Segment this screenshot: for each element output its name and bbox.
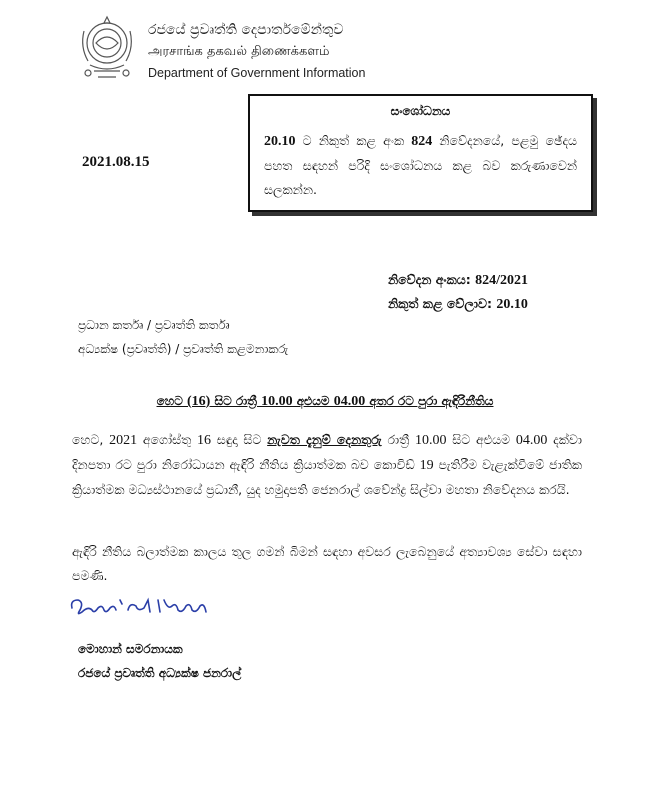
p1-f: නැවත දැනුම් දෙනතුරු <box>267 432 382 447</box>
correction-number: 824 <box>411 134 433 149</box>
department-name-sinhala: රජයේ ප්‍රවෘත්ති දෙපාර්තමේන්තුව <box>148 22 344 38</box>
recipient-line-2: අධ්‍යක්ෂ (ප්‍රවෘත්ති) / ප්‍රවෘත්ති කළමනාකරු <box>78 342 289 356</box>
document-date: 2021.08.15 <box>82 154 150 170</box>
department-name-tamil: அரசாங்க தகவல் திணைக்களம் <box>148 44 330 59</box>
subject-a: හෙට <box>156 394 188 408</box>
p1-b: 2021 <box>109 433 138 448</box>
body-paragraph-1 <box>72 428 582 502</box>
notice-number <box>388 272 528 289</box>
correction-text-a: ට නිකුත් කළ අංක <box>295 133 412 148</box>
correction-text <box>264 129 577 202</box>
subject-g: අතර රට පුරා ඇඳිරිනීතිය <box>365 394 494 408</box>
p1-a: හෙට, <box>72 432 110 447</box>
subject-d: 10.00 <box>261 394 293 409</box>
subject-f: 04.00 <box>333 394 366 409</box>
correction-time: 20.10 <box>264 134 296 149</box>
handwritten-signature-icon <box>68 594 238 628</box>
recipient-line-1: ප්‍රධාන කර්තෘ / ප්‍රවෘත්ති කර්තෘ <box>78 318 230 332</box>
correction-box <box>248 94 593 212</box>
p1-e: සඳුදා සිට <box>211 432 268 447</box>
subject-e: අළුයම <box>292 394 334 408</box>
signatory-title: රජයේ ප්‍රවෘත්ති අධ්‍යක්ෂ ජනරාල් <box>78 666 242 680</box>
issue-time <box>388 296 528 313</box>
subject-heading <box>0 394 650 410</box>
p1-i: සිට අළුයම <box>446 432 516 447</box>
issue-time-label: නිකුත් කළ වේලාව: <box>388 296 497 311</box>
p1-h: 10.00 <box>415 433 447 448</box>
p1-d: 16 <box>197 433 211 448</box>
department-name-english: Department of Government Information <box>148 66 366 80</box>
p1-j: 04.00 <box>515 433 548 448</box>
notice-number-label: නිවේදන අංකය: <box>388 272 476 287</box>
subject-c: සිට රාත්‍රී <box>210 394 262 408</box>
correction-text-b: නිවේදනයේ, පළමු ඡේදය පහත සඳහන් පරිදි සංශෝධනය කළ බව කරුණාවෙන් සලකන්න. <box>264 133 577 197</box>
signatory-name: මොහාන් සමරනායක <box>78 642 183 656</box>
p1-l: 19 <box>419 458 434 473</box>
body-paragraph-2: ඇඳිරි නීතිය බලාත්මක කාලය තුල ගමන් බිමන් සඳහා අවසර ලැබෙනුයේ අත්‍යාවශ්‍ය සේවා සඳහා පමණි. <box>72 544 582 583</box>
subject-b: (16) <box>187 394 211 409</box>
p1-m: පැතිරීම වැළැක්වීමේ ජාතික ක්‍රියාත්මක මධ්‍යස්ථානයේ ප්‍රධානී, යුද හමුදාපති ජෙනරාල් ශවේන්ද්‍ර සිල්වා මහතා නිවේදනය කරයි. <box>72 457 582 497</box>
p1-k: දක්වා දිනපතා රට පුරා නිරෝධායන ඇඳිරි නීතිය ක්‍රියාත්මක බව කොවිඩ් <box>72 432 582 472</box>
correction-title: සංශෝධනය <box>390 104 451 118</box>
sri-lanka-emblem-icon <box>76 13 138 85</box>
notice-number-value: 824/2021 <box>475 273 528 288</box>
issue-time-value: 20.10 <box>496 297 528 312</box>
p1-g: රාත්‍රී <box>381 432 416 447</box>
p1-c: අගෝස්තු <box>137 432 197 447</box>
